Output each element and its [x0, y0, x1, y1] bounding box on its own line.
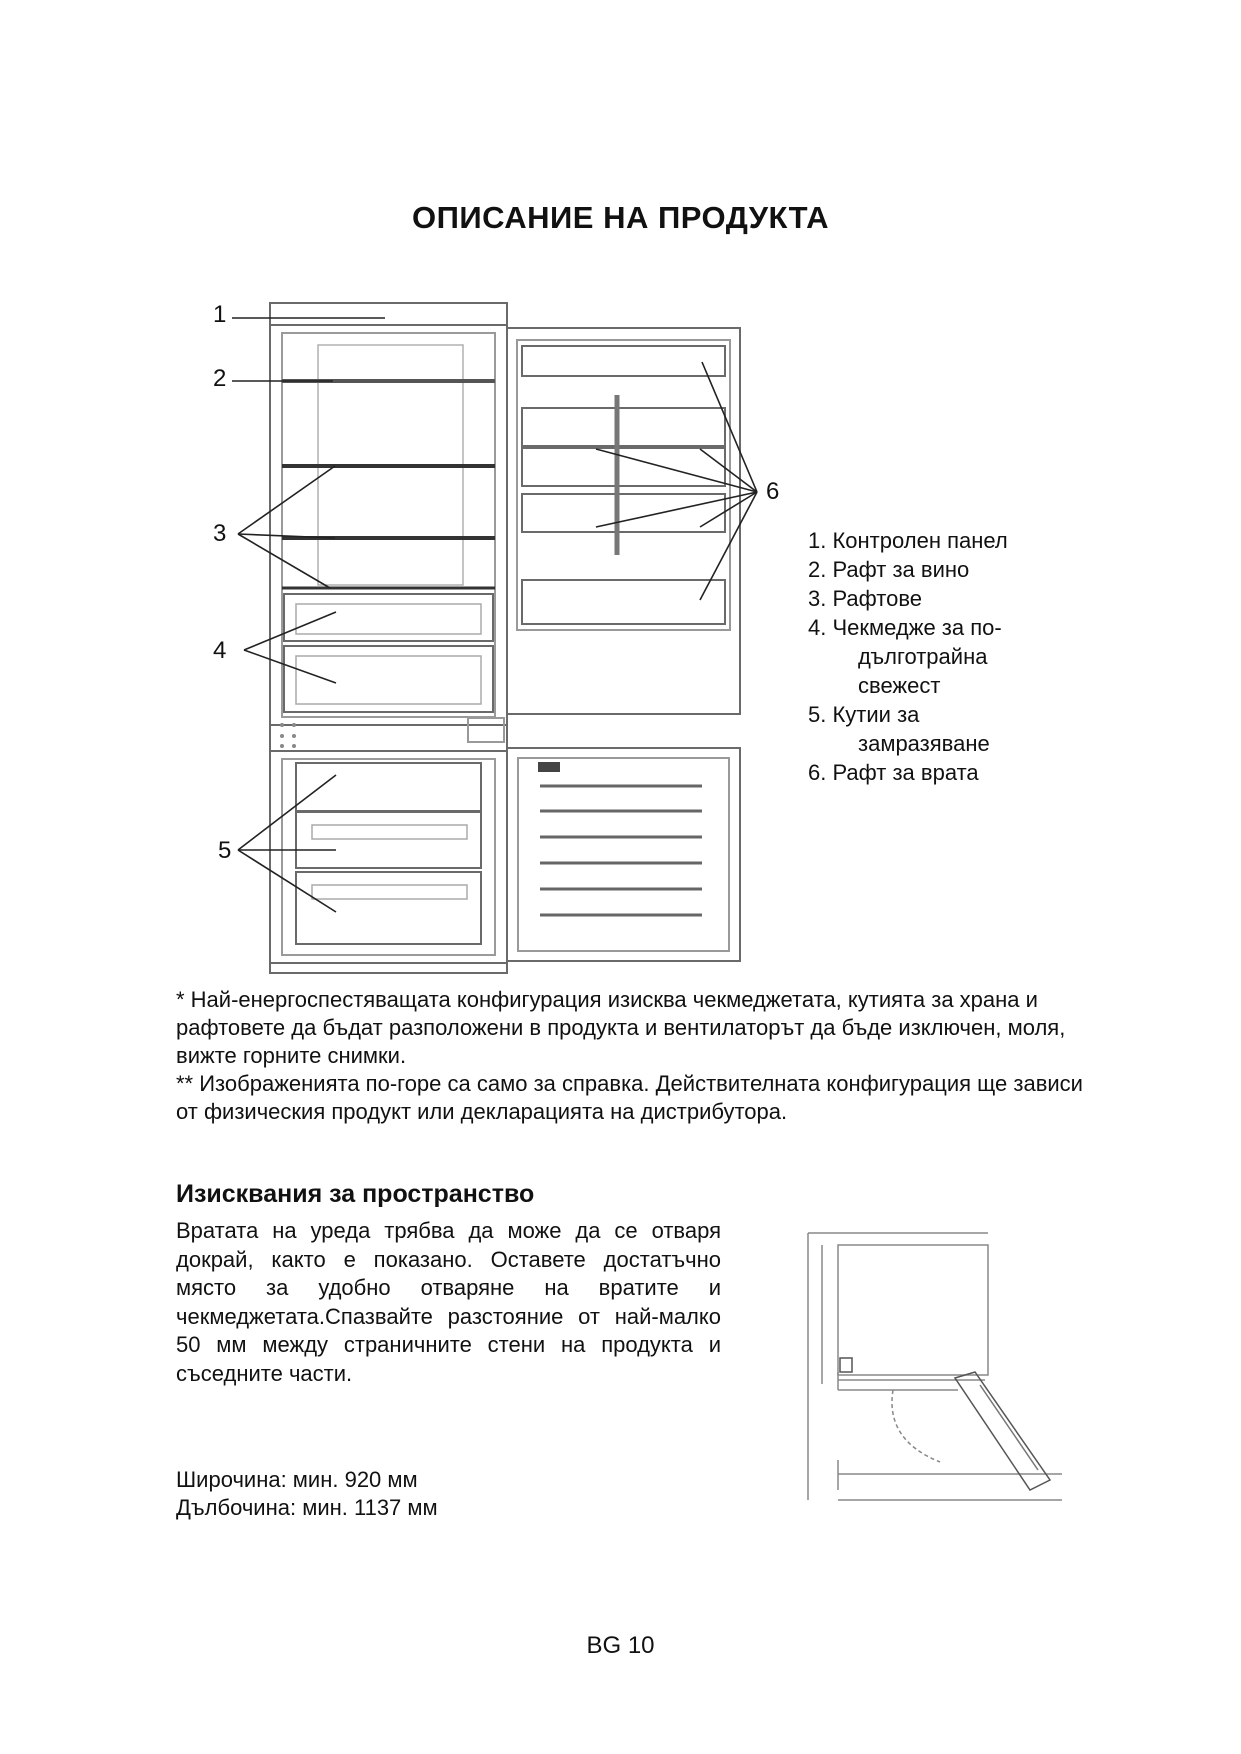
note-1: * Най-енергоспестяващата конфигурация изисква чекмеджетата, кутията за храна и рафтовете да бъдат разположени в продукта и вентилаторът да бъде изключен, моля, вижте горните снимки. [176, 987, 1066, 1068]
note-2: ** Изображенията по-горе са само за справка. Действителната конфигурация ще зависи от физическия продукт или декларацията на дистрибутора. [176, 1071, 1083, 1124]
callout-2: 2 [213, 365, 227, 392]
callout-1: 1 [213, 301, 227, 328]
legend-continuation: замразяване [858, 731, 990, 756]
legend-continuation: свежест [858, 673, 941, 698]
legend-item: 6. Рафт за врата [808, 760, 979, 785]
width-requirement: Широчина: мин. 920 мм [176, 1467, 418, 1492]
callout-4: 4 [213, 637, 227, 664]
legend-item: 3. Рафтове [808, 586, 923, 611]
legend-item: 4. Чекмедже за по- [808, 615, 1002, 640]
legend-item: 5. Кутии за [808, 702, 920, 727]
space-heading: Изисквания за пространство [176, 1180, 535, 1208]
callout-3: 3 [213, 520, 227, 547]
legend-item: 1. Контролен панел [808, 528, 1008, 553]
depth-requirement: Дълбочина: мин. 1137 мм [176, 1495, 438, 1520]
callout-5: 5 [218, 837, 232, 864]
space-paragraph: Вратата на уреда трябва да може да се отваря докрай, както е показано. Оставете достатъчно място за удобно отваряне на вратите и чекмеджетата.Спазвайте разстояние от най-малко 50 мм между страничните стени на продукта и съседните части. [176, 1218, 721, 1386]
page-title: ОПИСАНИЕ НА ПРОДУКТА [411, 200, 830, 235]
legend-continuation: дълготрайна [858, 644, 988, 669]
legend-item: 2. Рафт за вино [808, 557, 970, 582]
page-number: BG 10 [586, 1632, 655, 1659]
callout-6: 6 [766, 478, 780, 505]
